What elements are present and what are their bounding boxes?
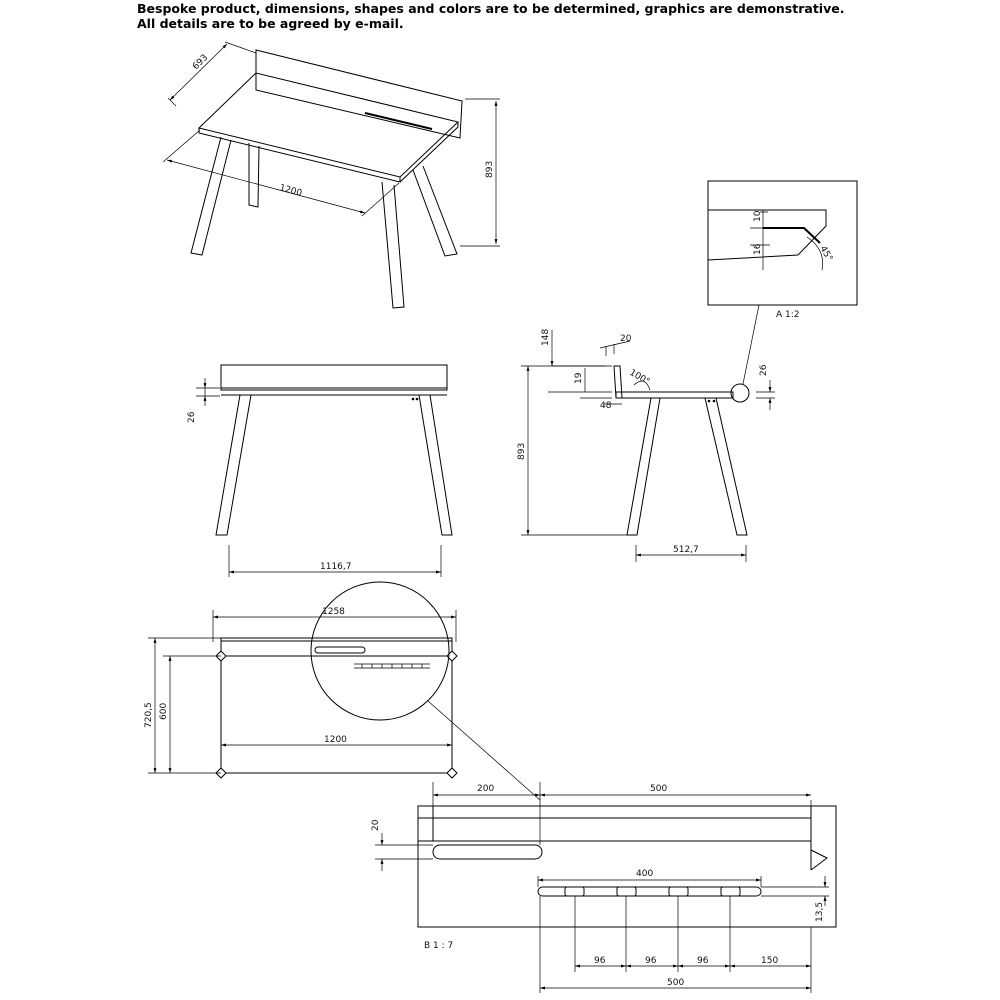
iso-height-label: 893 bbox=[485, 160, 495, 178]
detail-b bbox=[371, 782, 836, 993]
side-back-low-label: 19 bbox=[574, 372, 584, 384]
detail-b-400: 400 bbox=[636, 869, 654, 879]
side-back-w-label: 20 bbox=[620, 334, 632, 344]
isometric-view bbox=[163, 42, 500, 308]
side-top-label: 26 bbox=[759, 364, 769, 376]
plan-depth-label: 600 bbox=[159, 702, 169, 720]
detail-b-13: 13,5 bbox=[815, 901, 825, 922]
detail-a-d2: 16 bbox=[753, 243, 763, 255]
plan-view bbox=[144, 582, 540, 800]
plan-total-w-label: 1258 bbox=[322, 607, 345, 617]
detail-b-200: 200 bbox=[477, 784, 495, 794]
detail-a-label: A 1:2 bbox=[776, 310, 800, 320]
detail-b-500-top: 500 bbox=[650, 784, 668, 794]
detail-b-150: 150 bbox=[761, 956, 779, 966]
detail-a-d1: 10 bbox=[753, 210, 763, 222]
side-offset-label: 48 bbox=[600, 401, 612, 411]
detail-b-500-bottom: 500 bbox=[667, 978, 685, 988]
detail-a-angle: 45° bbox=[817, 244, 835, 264]
detail-a bbox=[708, 181, 857, 384]
detail-b-96-3: 96 bbox=[697, 956, 709, 966]
side-height-label: 893 bbox=[517, 442, 527, 460]
header-line-2: All details are to be agreed by e-mail. bbox=[137, 16, 404, 31]
front-legs-label: 1116,7 bbox=[320, 562, 352, 572]
iso-width-label: 1200 bbox=[278, 183, 303, 199]
side-angle-label: 100° bbox=[627, 367, 652, 388]
side-back-h-label: 148 bbox=[541, 328, 551, 346]
side-view bbox=[517, 329, 775, 562]
front-view bbox=[187, 365, 452, 577]
plan-total-d-label: 720,5 bbox=[144, 702, 154, 728]
iso-depth-label: 693 bbox=[191, 52, 211, 73]
detail-b-96-2: 96 bbox=[645, 956, 657, 966]
detail-b-label: B 1 : 7 bbox=[424, 941, 454, 951]
detail-b-20: 20 bbox=[371, 819, 381, 831]
plan-width-label: 1200 bbox=[324, 735, 347, 745]
side-legs-label: 512,7 bbox=[673, 545, 699, 555]
front-top-label: 26 bbox=[187, 411, 197, 423]
detail-b-96-1: 96 bbox=[594, 956, 606, 966]
header-line-1: Bespoke product, dimensions, shapes and colors are to be determined, graphics are demonstrative. bbox=[137, 1, 845, 16]
